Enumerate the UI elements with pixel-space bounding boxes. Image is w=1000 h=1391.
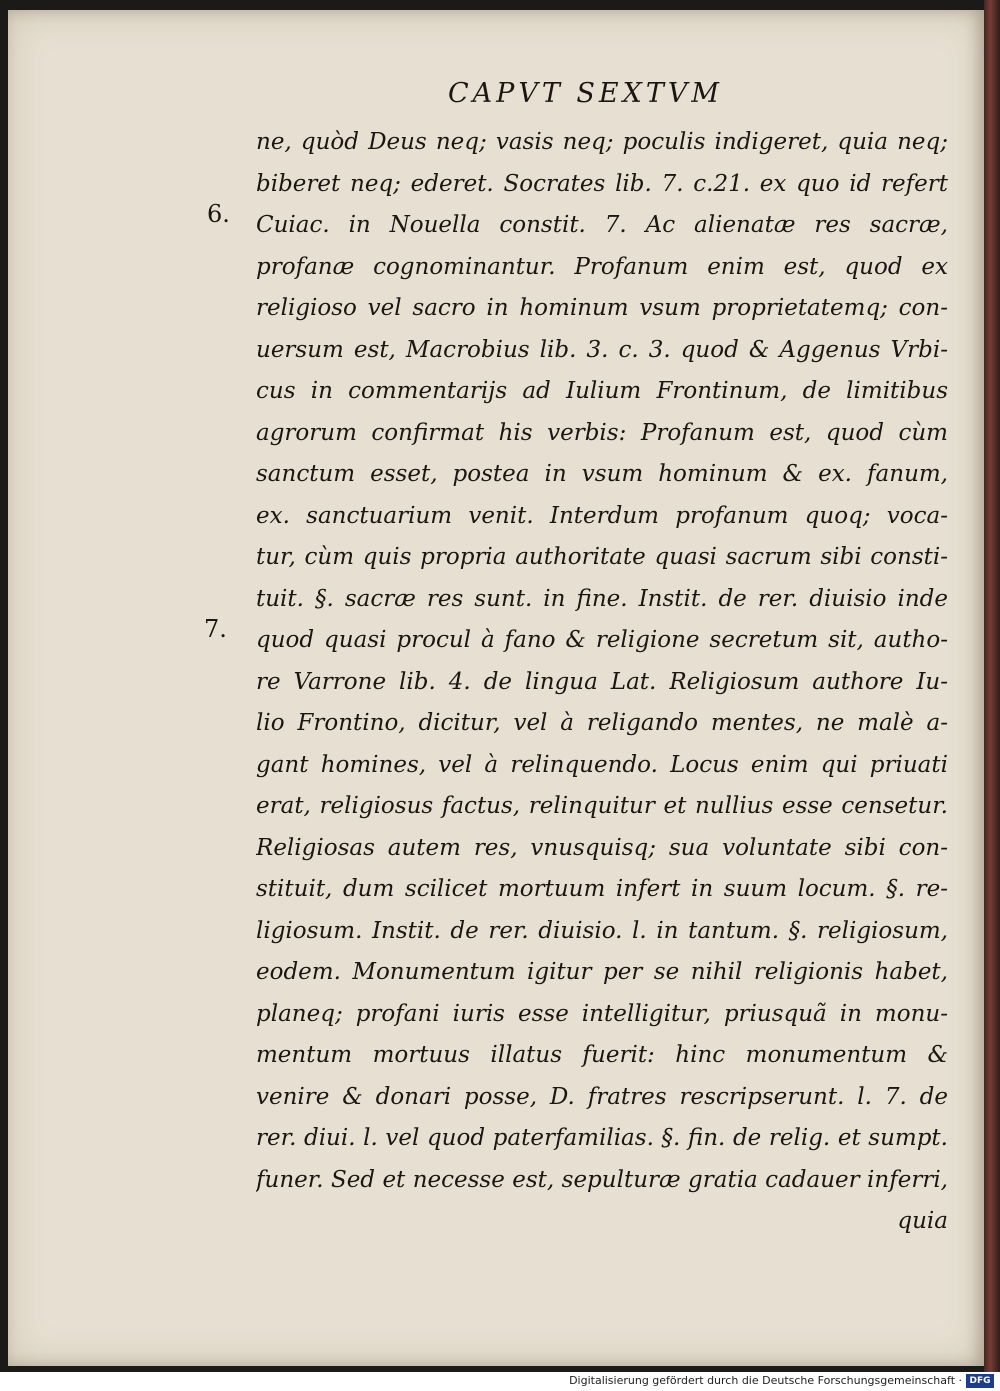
text-line: cus in commentarijs ad Iulium Frontinum, de limitibus xyxy=(256,378,948,404)
text-line: eodem. Monumentum igitur per se nihil religionis habet, xyxy=(256,959,948,985)
text-line: funer. Sed et necesse est, sepulturæ gratia cadauer inferri, xyxy=(256,1166,948,1193)
text-line: mentum mortuus illatus fuerit: hinc monumentum & xyxy=(256,1042,948,1068)
text-line: erat, religiosus factus, relinquitur et nullius esse censetur. xyxy=(256,793,948,819)
text-line: uersum est, Macrobius lib. 3. c. 3. quod & Aggenus Vrbi- xyxy=(256,336,948,363)
catchword: quia xyxy=(897,1208,948,1234)
text-line: tuit. §. sacræ res sunt. in fine. Instit. de rer. diuisio inde xyxy=(256,585,948,612)
text-line: profanæ cognominantur. Profanum enim est, quod ex xyxy=(256,253,948,280)
book-edge xyxy=(984,0,1000,1372)
text-line: biberet neq; ederet. Socrates lib. 7. c.21. ex quo id refert xyxy=(256,170,948,197)
footer-strip xyxy=(0,1372,1000,1391)
marginal-number-7: 7. xyxy=(204,615,227,643)
text-line: Religiosas autem res, vnusquisq; sua voluntate sibi con- xyxy=(256,834,948,861)
text-line: re Varrone lib. 4. de lingua Lat. Religiosum authore Iu- xyxy=(256,668,948,695)
body-text xyxy=(256,122,948,1243)
book-page xyxy=(8,10,984,1366)
marginal-number-6: 6. xyxy=(207,200,230,228)
text-line: venire & donari posse, D. fratres rescripserunt. l. 7. de xyxy=(256,1083,948,1110)
text-line: gant homines, vel à relinquendo. Locus enim qui priuati xyxy=(256,751,948,778)
text-line: ex. sanctuarium venit. Interdum profanum quoq; voca- xyxy=(256,502,948,529)
text-line: sanctum esset, postea in vsum hominum & ex. fanum, xyxy=(256,461,948,487)
dfg-logo: DFG xyxy=(966,1374,994,1388)
text-line: ne, quòd Deus neq; vasis neq; poculis indigeret, quia neq; xyxy=(256,129,948,155)
text-line: ligiosum. Instit. de rer. diuisio. l. in tantum. §. religiosum, xyxy=(256,917,948,944)
text-line: agrorum confirmat his verbis: Profanum est, quod cùm xyxy=(256,419,948,446)
text-line: Cuiac. in Nouella constit. 7. Ac alienatæ res sacræ, xyxy=(256,212,948,238)
text-line: quod quasi procul à fano & religione secretum sit, autho- xyxy=(256,627,948,653)
running-head: CAPVT SEXTVM xyxy=(448,78,723,109)
funding-notice: Digitalisierung gefördert durch die Deutsche Forschungsgemeinschaft · xyxy=(569,1374,962,1387)
text-line: lio Frontino, dicitur, vel à religando mentes, ne malè a- xyxy=(256,710,948,736)
text-line: religioso vel sacro in hominum vsum proprietatemq; con- xyxy=(256,295,948,321)
text-line: tur, cùm quis propria authoritate quasi sacrum sibi consti- xyxy=(256,544,948,570)
text-line: stituit, dum scilicet mortuum infert in suum locum. §. re- xyxy=(256,876,948,902)
text-line: planeq; profani iuris esse intelligitur, priusquã in monu- xyxy=(256,1000,948,1027)
text-line: rer. diui. l. vel quod paterfamilias. §. fin. de relig. et sumpt. xyxy=(256,1125,948,1151)
